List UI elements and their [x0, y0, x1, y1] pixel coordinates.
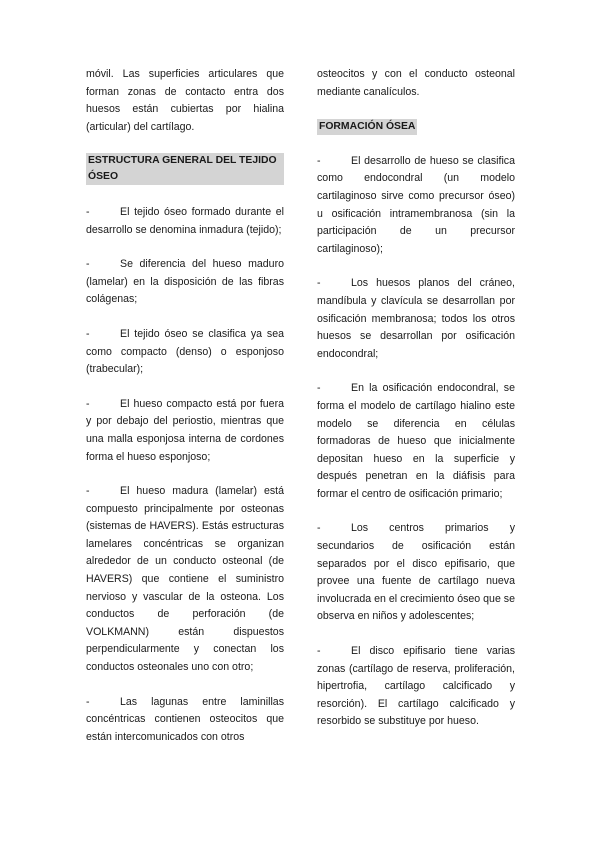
- list-item: - Los huesos planos del cráneo, mandíbula y clavícula se desarrollan por osificación membranosa; todos los otros huesos se desarrollan por osificación endocondral;: [317, 277, 515, 360]
- left-column: [86, 66, 284, 746]
- bullet-dash: -: [86, 485, 90, 498]
- bullet-dash: -: [317, 645, 321, 658]
- section-heading-formation: [317, 118, 515, 136]
- bullet-dash: -: [86, 327, 90, 340]
- bullet-dash: -: [317, 382, 321, 395]
- heading-text: FORMACIÓN ÓSEA: [317, 119, 417, 135]
- list-item: - El disco epifisario tiene varias zonas (cartílago de reserva, proliferación, hipertrofia, cartílago calcificado y resorción). El cartílago calcificado y resorbido se substituye por hueso.: [317, 645, 515, 728]
- list-item: - El tejido óseo se clasifica ya sea como compacto (denso) o esponjoso (trabecular);: [86, 327, 284, 376]
- bullet-dash: -: [86, 695, 90, 708]
- list-item: - En la osificación endocondral, se forma el modelo de cartílago hialino este modelo se diferencia en células formadoras de hueso que inicialmente depositan hueso en la superficie y después penetran en la diáfisis para formar el centro de osificación primario;: [317, 382, 515, 500]
- bullet-dash: -: [317, 154, 321, 167]
- list-item: - El hueso madura (lamelar) está compuesto principalmente por osteonas (sistemas de HAVERS). Estás estructuras lamelares concéntricas se organizan alrededor de un conducto osteonal (de HAVERS) que contiene el suministro nervioso y vascular de la osteona. Los conductos de perforación (de VOLKMANN) están dispuestos perpendicularmente y conectan los conductos osteonales uno con otro;: [86, 485, 284, 674]
- list-item: - El tejido óseo formado durante el desarrollo se denomina inmadura (tejido);: [86, 205, 284, 236]
- bullet-dash: -: [317, 522, 321, 535]
- list-item: - Las lagunas entre laminillas concéntricas contienen osteocitos que están intercomunicados con otros: [86, 695, 284, 743]
- right-column: [317, 66, 515, 731]
- bullet-dash: -: [86, 205, 90, 218]
- section-heading-structure: [86, 153, 284, 186]
- list-item: - Los centros primarios y secundarios de osificación están separados por el disco epifisario, que provee una fuente de cartílago nueva involucrada en el crecimiento óseo que se observa en niños y adolescentes;: [317, 522, 515, 623]
- bullet-dash: -: [317, 277, 321, 290]
- bullet-dash: -: [86, 397, 90, 410]
- heading-text: ESTRUCTURA GENERAL DEL TEJIDO ÓSEO: [86, 153, 284, 185]
- continuation-paragraph: osteocitos y con el conducto osteonal mediante canalículos.: [317, 68, 515, 98]
- intro-paragraph: móvil. Las superficies articulares que forman zonas de contacto entra dos huesos están cubiertas por hialina (articular) del cartílago.: [86, 68, 284, 133]
- list-item: - Se diferencia del hueso maduro (lamelar) en la disposición de las fibras colágenas;: [86, 258, 284, 306]
- list-item: - El hueso compacto está por fuera y por debajo del periostio, mientras que una malla esponjosa interna de cordones forma el hueso esponjoso;: [86, 397, 284, 463]
- bullet-dash: -: [86, 258, 90, 271]
- list-item: - El desarrollo de hueso se clasifica como endocondral (un modelo cartilaginoso sirve como precursor óseo) u osificación intramembranosa (sin la participación de un precursor cartilaginoso);: [317, 154, 515, 255]
